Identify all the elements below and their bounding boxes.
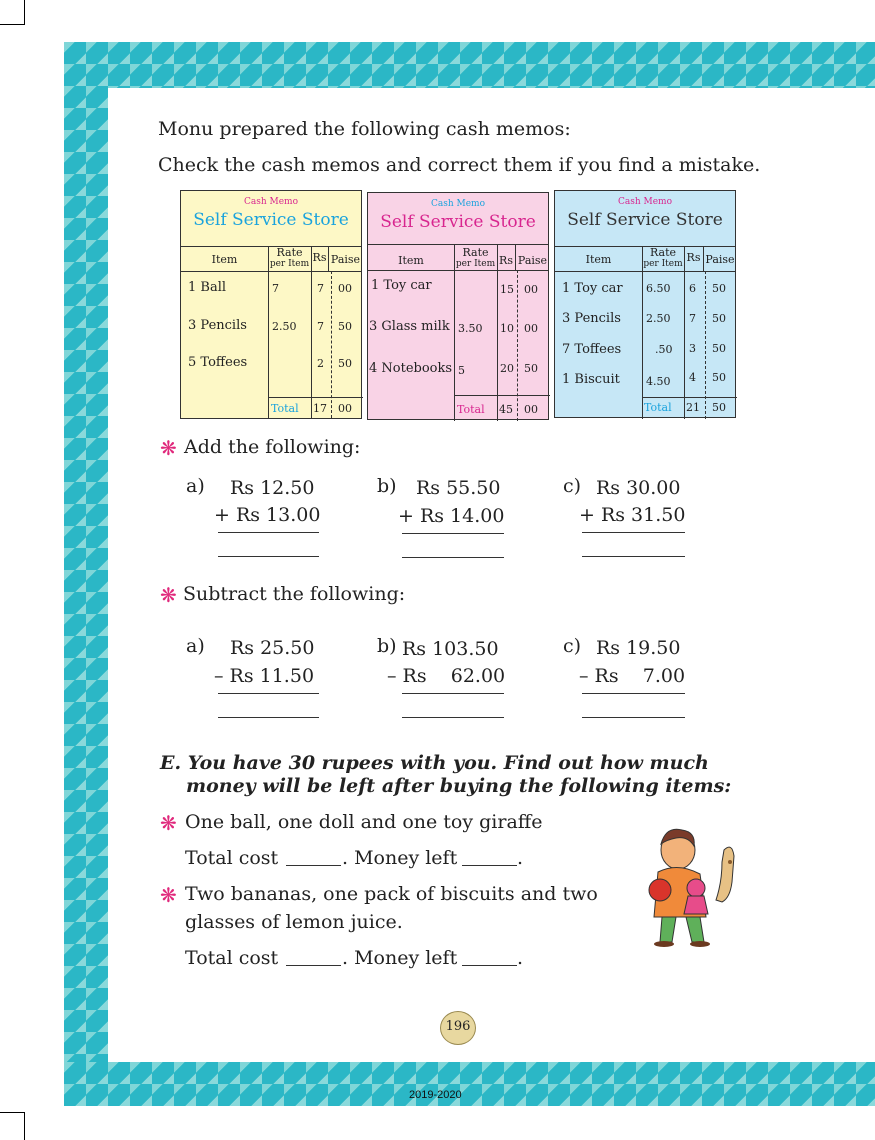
q1-money-left-label: . Money left xyxy=(342,847,458,869)
row-item: 3 Glass milk xyxy=(369,319,450,334)
row-paise: 50 xyxy=(712,371,726,384)
row-paise: 00 xyxy=(338,282,352,295)
row-rate: 2.50 xyxy=(646,312,671,325)
q2-money-left-label: . Money left xyxy=(342,947,458,969)
header-paise: Paise xyxy=(517,254,548,267)
row-rs: 4 xyxy=(689,371,696,384)
row-rs: 7 xyxy=(317,320,324,333)
row-rate: 3.50 xyxy=(458,322,483,335)
header-item: Item xyxy=(585,253,612,266)
sub-c-label: c) xyxy=(563,635,582,657)
row-paise: 00 xyxy=(524,283,538,296)
sub-a-bottom: – Rs 11.50 xyxy=(214,665,315,687)
col-divider xyxy=(268,246,269,418)
crop-mark-bottom-v xyxy=(24,1112,25,1140)
crop-mark-bottom xyxy=(0,1112,24,1113)
store-name: Self Service Store xyxy=(380,212,536,232)
total-label: Total xyxy=(644,401,672,414)
sub-a-top: Rs 25.50 xyxy=(230,637,315,659)
crop-mark-top-v xyxy=(24,0,25,25)
subtract-heading: Subtract the following: xyxy=(183,583,406,605)
sub-b-bottom: – Rs 62.00 xyxy=(387,665,506,687)
row-rate: .50 xyxy=(655,343,673,356)
header-item: Item xyxy=(398,254,424,267)
row-rate: 6.50 xyxy=(646,282,671,295)
intro-line-1: Monu prepared the following cash memos: xyxy=(158,118,571,140)
star-bullet-icon: ❋ xyxy=(160,811,177,835)
column-header-divider xyxy=(181,271,361,272)
row-rs: 15 xyxy=(500,283,514,296)
header-rs: Rs xyxy=(499,254,513,267)
sub-a-rule xyxy=(218,693,319,694)
question-1: One ball, one doll and one toy giraffe xyxy=(185,811,543,833)
decorative-border-bottom xyxy=(64,1062,875,1106)
section-e-line-2: money will be left after buying the following items: xyxy=(186,775,732,797)
decorative-border-top xyxy=(64,42,875,88)
add-a-rule xyxy=(218,532,319,533)
col-divider xyxy=(684,246,685,419)
add-b-bottom: + Rs 14.00 xyxy=(398,505,505,527)
row-paise: 00 xyxy=(524,322,538,335)
header-rate: Rate xyxy=(276,246,303,259)
add-c-rule xyxy=(582,532,685,533)
row-paise: 50 xyxy=(338,320,352,333)
row-item: 7 Toffees xyxy=(562,342,622,357)
header-rs: Rs xyxy=(312,251,327,264)
header-item: Item xyxy=(211,253,238,266)
star-bullet-icon: ❋ xyxy=(160,583,177,607)
rs-paise-divider xyxy=(517,270,518,421)
row-paise: 50 xyxy=(338,357,352,370)
store-name: Self Service Store xyxy=(567,210,723,230)
total-rs: 21 xyxy=(686,401,700,414)
header-rate-per-item: per Item xyxy=(269,259,310,269)
header-paise: Paise xyxy=(705,253,735,266)
q1-period: . xyxy=(517,847,524,869)
add-heading: Add the following: xyxy=(184,436,361,458)
header-rate-per-item: per Item xyxy=(455,259,496,269)
sub-c-top: Rs 19.50 xyxy=(596,637,681,659)
header-rate: Rate xyxy=(462,246,489,259)
row-item: 1 Toy car xyxy=(371,278,432,293)
row-rs: 6 xyxy=(689,282,696,295)
add-a-label: a) xyxy=(186,475,205,497)
col-divider xyxy=(642,246,643,419)
footer-year: 2019-2020 xyxy=(409,1089,462,1101)
total-divider xyxy=(642,397,737,398)
total-paise: 50 xyxy=(712,401,726,414)
header-paise: Paise xyxy=(330,253,361,266)
add-b-rule xyxy=(402,533,504,534)
crop-mark-top xyxy=(0,24,24,25)
row-paise: 50 xyxy=(712,282,726,295)
sub-b-answer-line xyxy=(402,717,504,718)
sub-c-rule xyxy=(582,693,685,694)
total-paise: 00 xyxy=(524,403,538,416)
question-2-line-1: Two bananas, one pack of biscuits and two xyxy=(185,883,598,905)
row-rate: 2.50 xyxy=(272,320,297,333)
total-label: Total xyxy=(271,402,299,415)
cash-memo-1 xyxy=(180,190,362,419)
column-header-divider xyxy=(555,271,735,272)
row-item: 1 Ball xyxy=(188,280,227,295)
row-paise: 50 xyxy=(524,362,538,375)
total-label: Total xyxy=(457,403,485,416)
col-divider xyxy=(497,244,498,421)
total-paise: 00 xyxy=(338,402,352,415)
rs-paise-divider xyxy=(331,271,332,418)
add-c-label: c) xyxy=(563,475,582,497)
star-bullet-icon: ❋ xyxy=(160,883,177,907)
header-rate-per-item: per Item xyxy=(643,259,683,269)
sub-b-label: b) xyxy=(377,635,397,657)
total-rs: 45 xyxy=(499,403,513,416)
question-2-line-2: glasses of lemon juice. xyxy=(185,911,403,933)
header-divider xyxy=(555,246,735,247)
section-e-line-1: E. You have 30 rupees with you. Find out how much xyxy=(160,752,709,774)
sub-c-bottom: – Rs 7.00 xyxy=(579,665,686,687)
add-b-top: Rs 55.50 xyxy=(416,477,501,499)
rs-paise-divider xyxy=(705,271,706,419)
cash-memo-label: Cash Memo xyxy=(430,199,486,209)
row-item: 4 Notebooks xyxy=(369,361,453,376)
star-bullet-icon: ❋ xyxy=(160,436,177,460)
header-divider xyxy=(181,246,361,247)
cash-memo-2 xyxy=(367,192,549,420)
row-rs: 20 xyxy=(500,362,514,375)
row-rate: 4.50 xyxy=(646,375,671,388)
row-rs: 7 xyxy=(689,312,696,325)
add-a-top: Rs 12.50 xyxy=(230,477,315,499)
row-rs: 2 xyxy=(317,357,324,370)
add-a-bottom: + Rs 13.00 xyxy=(214,504,321,526)
add-b-answer-line xyxy=(402,557,504,558)
sub-b-rule xyxy=(402,693,504,694)
add-a-answer-line xyxy=(218,556,319,557)
page-number: 196 xyxy=(445,1019,471,1034)
row-item: 1 Biscuit xyxy=(562,372,620,387)
q2-total-cost-blank xyxy=(286,965,341,966)
row-item: 1 Toy car xyxy=(562,281,623,296)
row-item: 5 Toffees xyxy=(188,355,248,370)
add-b-label: b) xyxy=(377,475,397,497)
sub-c-answer-line xyxy=(582,717,685,718)
header-rate: Rate xyxy=(649,246,677,259)
cash-memo-label: Cash Memo xyxy=(617,197,673,207)
row-paise: 50 xyxy=(712,342,726,355)
header-divider xyxy=(368,244,548,245)
row-item: 3 Pencils xyxy=(188,318,247,333)
row-rate: 7 xyxy=(272,282,279,295)
add-c-bottom: + Rs 31.50 xyxy=(579,504,686,526)
column-header-divider xyxy=(368,270,548,271)
q1-total-cost-label: Total cost xyxy=(185,847,279,869)
decorative-border-left xyxy=(64,42,108,1106)
add-c-top: Rs 30.00 xyxy=(596,477,681,499)
sub-a-label: a) xyxy=(186,635,205,657)
add-c-answer-line xyxy=(582,556,685,557)
q2-money-left-blank xyxy=(462,965,517,966)
q2-period: . xyxy=(517,947,524,969)
q1-money-left-blank xyxy=(462,865,517,866)
cash-memo-label: Cash Memo xyxy=(243,197,299,207)
col-divider xyxy=(311,246,312,418)
row-rs: 3 xyxy=(689,342,696,355)
header-rs: Rs xyxy=(686,251,701,264)
child-with-toys-illustration xyxy=(636,822,748,948)
sub-a-answer-line xyxy=(218,717,319,718)
q2-total-cost-label: Total cost xyxy=(185,947,279,969)
row-item: 3 Pencils xyxy=(562,311,621,326)
row-rs: 10 xyxy=(500,322,514,335)
total-divider xyxy=(268,397,363,398)
row-rs: 7 xyxy=(317,282,324,295)
cash-memo-3 xyxy=(554,190,736,418)
intro-line-2: Check the cash memos and correct them if you find a mistake. xyxy=(158,154,761,176)
total-rs: 17 xyxy=(313,402,327,415)
store-name: Self Service Store xyxy=(193,210,349,230)
sub-b-top: Rs 103.50 xyxy=(402,638,499,660)
row-paise: 50 xyxy=(712,312,726,325)
q1-total-cost-blank xyxy=(286,865,341,866)
row-rate: 5 xyxy=(458,364,465,377)
col-divider xyxy=(454,244,455,421)
total-divider xyxy=(454,395,550,396)
